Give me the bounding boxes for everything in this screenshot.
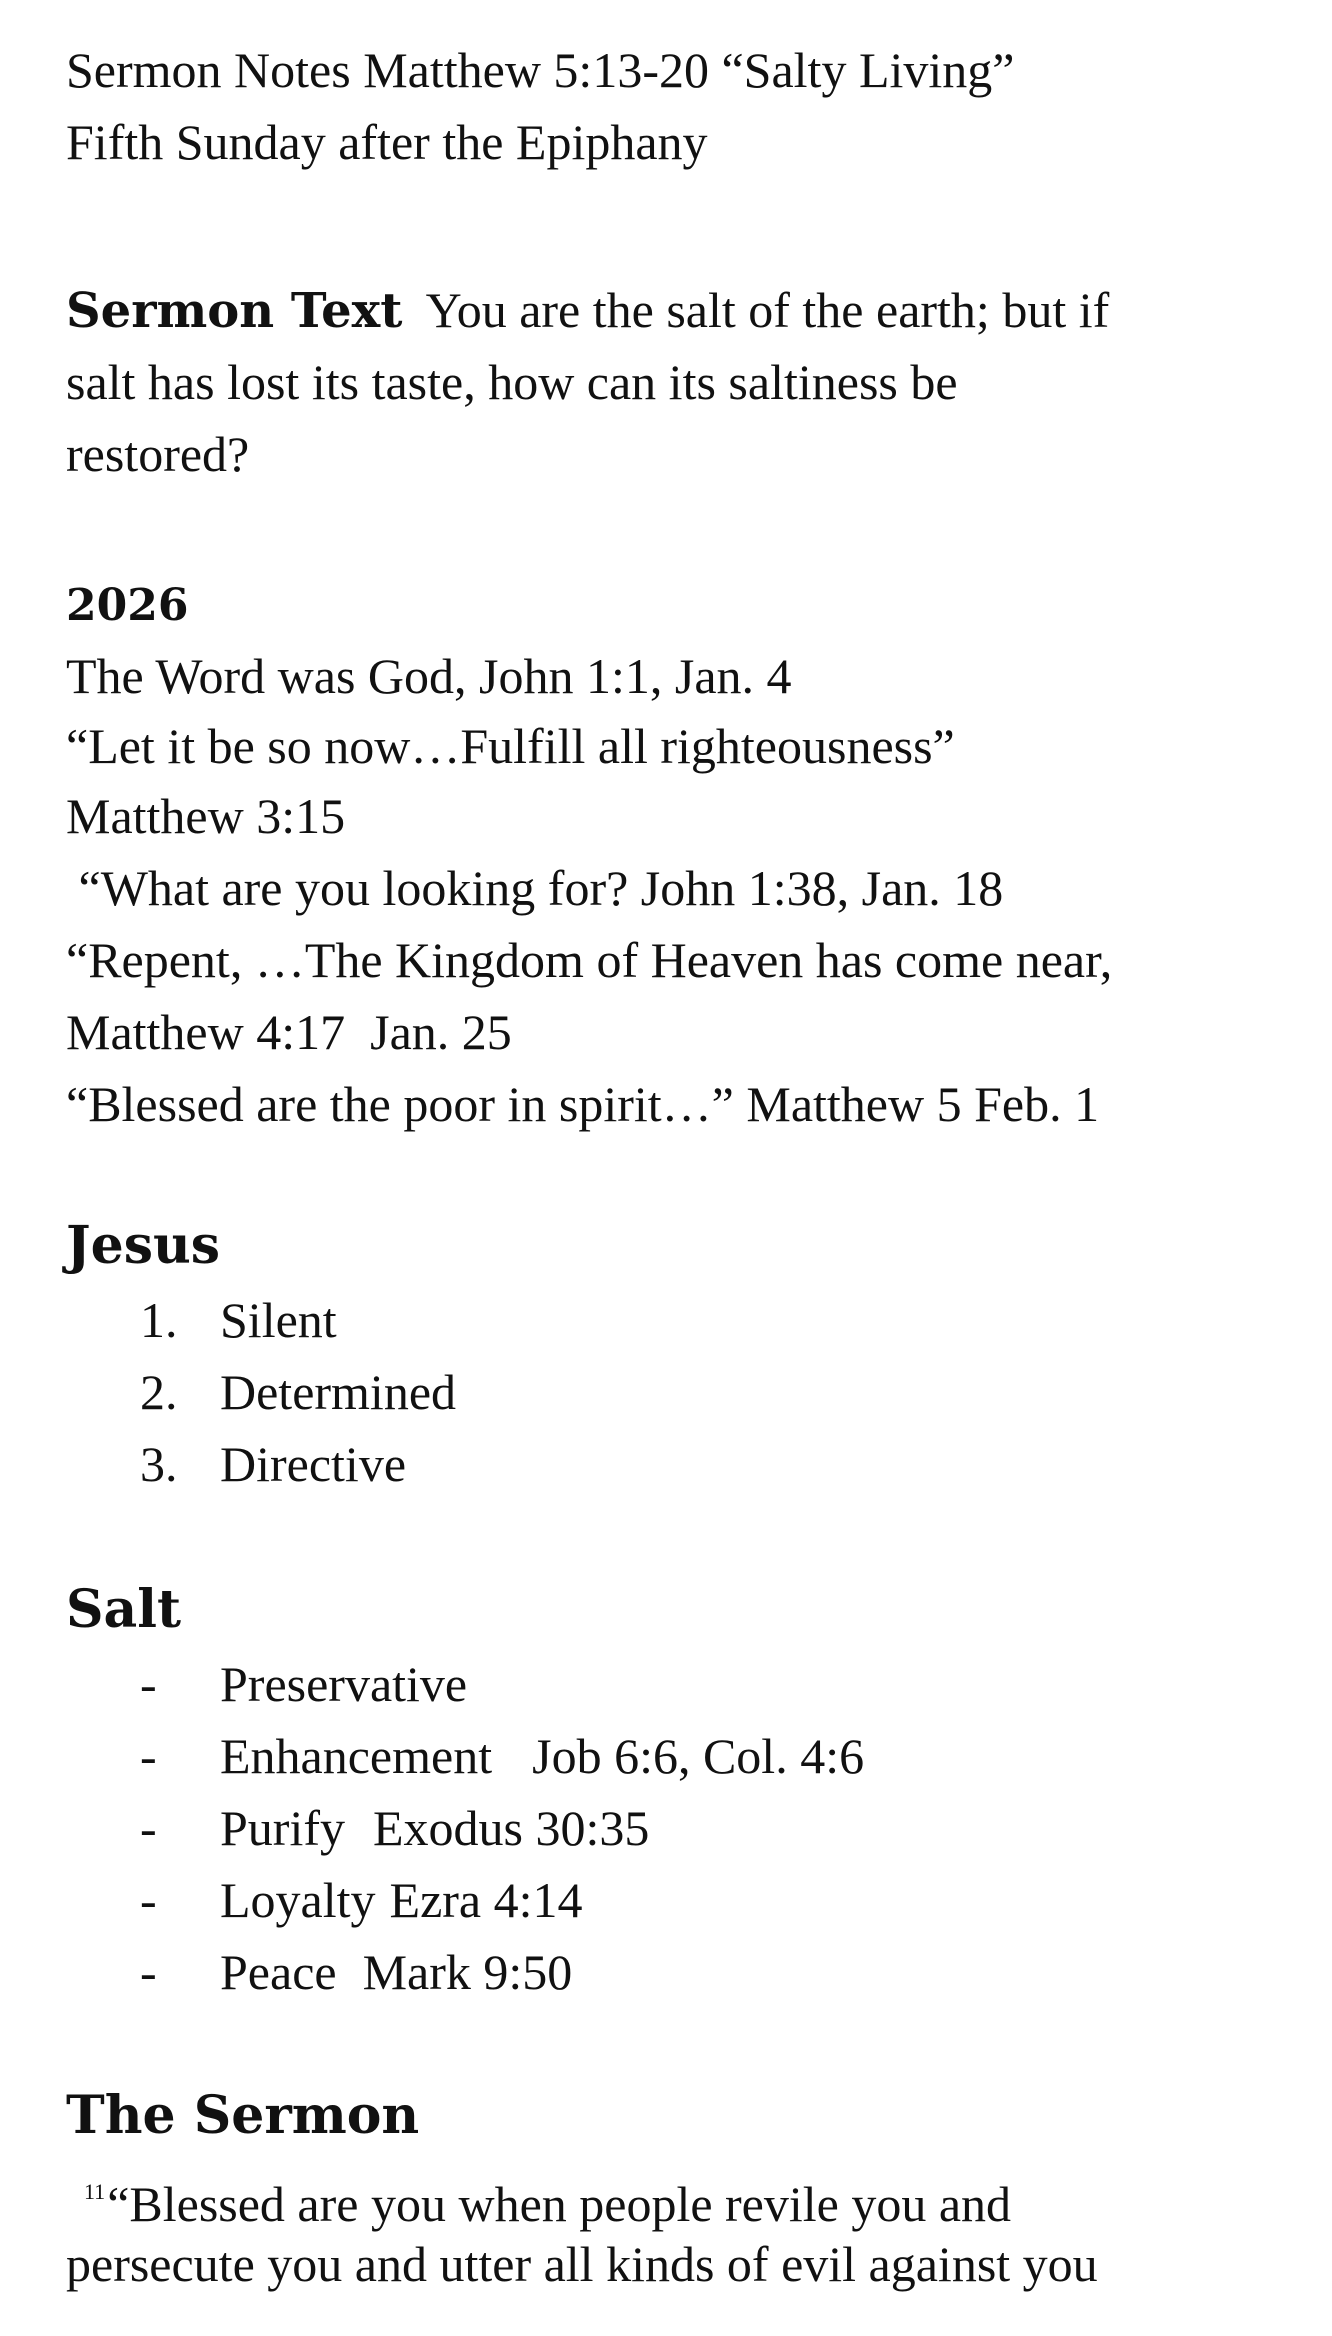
jesus-list-item bbox=[140, 1428, 406, 1500]
notes-subtitle: Fifth Sunday after the Epiphany bbox=[66, 114, 708, 170]
salt-heading: Salt bbox=[66, 1579, 182, 1640]
list-number: 1. bbox=[140, 1292, 178, 1348]
jesus-heading: Jesus bbox=[66, 1215, 221, 1276]
list-item-text: Loyalty bbox=[220, 1872, 376, 1928]
salt-list-item bbox=[140, 1936, 572, 2008]
sermon-text-label: Sermon Text bbox=[66, 283, 403, 339]
series-line: “Let it be so now…Fulfill all righteousness” bbox=[66, 718, 955, 774]
list-number: 3. bbox=[140, 1436, 178, 1492]
dash-marker: - bbox=[140, 1656, 157, 1712]
salt-list-item bbox=[140, 1648, 467, 1720]
list-item-text: Directive bbox=[220, 1436, 407, 1492]
list-item-text: Enhancement bbox=[220, 1728, 493, 1784]
series-line: Matthew 4:17 Jan. 25 bbox=[66, 1004, 512, 1060]
salt-list-item bbox=[140, 1720, 864, 1792]
list-item-text: Peace bbox=[220, 1944, 337, 2000]
series-line: The Word was God, John 1:1, Jan. 4 bbox=[66, 648, 792, 704]
scripture-reference: Exodus 30:35 bbox=[373, 1800, 650, 1856]
scripture-reference: Job 6:6, Col. 4:6 bbox=[532, 1728, 865, 1784]
dash-marker: - bbox=[140, 1800, 157, 1856]
sermon-text-line-3: restored? bbox=[66, 426, 250, 482]
the-sermon-heading: The Sermon bbox=[66, 2085, 420, 2146]
sermon-body-text: “Blessed are you when people revile you and bbox=[107, 2176, 1012, 2232]
salt-list-item bbox=[140, 1864, 583, 1936]
scripture-reference: Ezra 4:14 bbox=[389, 1872, 583, 1928]
sermon-body-line-2: persecute you and utter all kinds of evil against you bbox=[66, 2236, 1098, 2292]
dash-marker: - bbox=[140, 1944, 157, 2000]
sermon-text-line-2: salt has lost its taste, how can its saltiness be bbox=[66, 354, 958, 410]
series-line: “Repent, …The Kingdom of Heaven has come near, bbox=[66, 932, 1113, 988]
scripture-reference: Mark 9:50 bbox=[362, 1944, 573, 2000]
series-line: “What are you looking for? John 1:38, Jan. 18 bbox=[66, 860, 1004, 916]
jesus-list-item bbox=[140, 1356, 456, 1428]
list-item-text: Determined bbox=[220, 1364, 457, 1420]
list-item-text: Silent bbox=[220, 1292, 337, 1348]
jesus-list-item bbox=[140, 1284, 337, 1356]
dash-marker: - bbox=[140, 1872, 157, 1928]
series-year-heading: 2026 bbox=[66, 580, 189, 631]
notes-title: Sermon Notes Matthew 5:13-20 “Salty Living” bbox=[66, 42, 1015, 98]
dash-marker: - bbox=[140, 1728, 157, 1784]
sermon-text-line-1: You are the salt of the earth; but if bbox=[425, 282, 1110, 338]
verse-number: 11 bbox=[84, 2179, 106, 2204]
series-line: Matthew 3:15 bbox=[66, 788, 346, 844]
salt-list-item bbox=[140, 1792, 649, 1864]
list-number: 2. bbox=[140, 1364, 178, 1420]
series-line: “Blessed are the poor in spirit…” Matthew 5 Feb. 1 bbox=[66, 1076, 1100, 1132]
list-item-text: Preservative bbox=[220, 1656, 468, 1712]
list-item-text: Purify bbox=[220, 1800, 345, 1856]
sermon-text-paragraph bbox=[66, 274, 1109, 347]
